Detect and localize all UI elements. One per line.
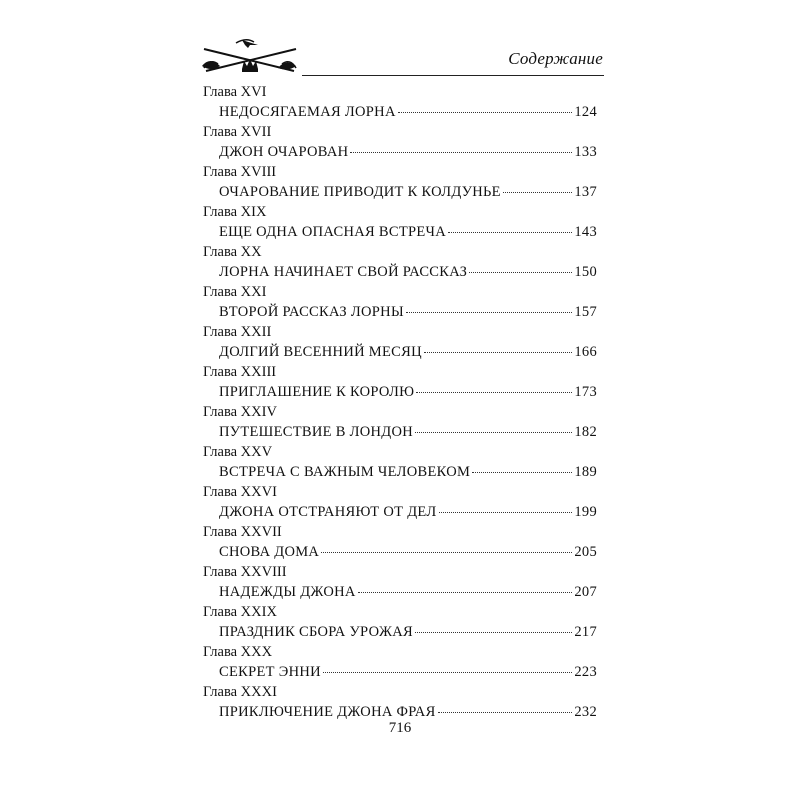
chapter-number: Глава XXVII [203, 524, 282, 540]
dot-leader [439, 512, 573, 513]
dot-leader [469, 272, 572, 273]
page-number: 232 [574, 704, 597, 720]
toc-line [219, 224, 597, 241]
toc-line [219, 184, 597, 201]
dot-leader [424, 352, 572, 353]
page-number: 137 [574, 184, 597, 200]
dot-leader [398, 112, 573, 113]
toc-line [219, 504, 597, 521]
table-of-contents [0, 84, 800, 724]
toc-entry [0, 244, 800, 284]
chapter-number: Глава XXII [203, 324, 272, 340]
toc-entry [0, 524, 800, 564]
toc-line [219, 104, 597, 121]
chapter-title: ВТОРОЙ РАССКАЗ ЛОРНЫ [219, 304, 404, 320]
toc-line [219, 464, 597, 481]
chapter-number: Глава XVIII [203, 164, 277, 180]
dot-leader [323, 672, 572, 673]
page-number: 207 [574, 584, 597, 600]
toc-line [219, 304, 597, 321]
chapter-title: ОЧАРОВАНИЕ ПРИВОДИТ К КОЛДУНЬЕ [219, 184, 501, 200]
chapter-title: СНОВА ДОМА [219, 544, 320, 560]
toc-line [219, 344, 597, 361]
toc-line [219, 624, 597, 641]
chapter-number: Глава XXI [203, 284, 267, 300]
toc-line [219, 584, 597, 601]
header-rule [302, 75, 604, 76]
chapter-number: Глава XX [203, 244, 262, 260]
toc-entry [0, 484, 800, 524]
chapter-title: ПРИГЛАШЕНИЕ К КОРОЛЮ [219, 384, 415, 400]
toc-line [219, 384, 597, 401]
chapter-number: Глава XXIV [203, 404, 277, 420]
toc-entry [0, 644, 800, 684]
chapter-title: ВСТРЕЧА С ВАЖНЫМ ЧЕЛОВЕКОМ [219, 464, 471, 480]
toc-line [219, 144, 597, 161]
page-number: 157 [574, 304, 597, 320]
chapter-number: Глава XXV [203, 444, 273, 460]
toc-line [219, 704, 597, 721]
dot-leader [472, 472, 572, 473]
chapter-number: Глава XVII [203, 124, 272, 140]
chapter-number: Глава XXVI [203, 484, 277, 500]
chapter-title: НАДЕЖДЫ ДЖОНА [219, 584, 356, 600]
dot-leader [350, 152, 572, 153]
page-number: 166 [574, 344, 597, 360]
toc-entry [0, 124, 800, 164]
chapter-number: Глава XXXI [203, 684, 277, 700]
chapter-number: Глава XVI [203, 84, 267, 100]
toc-entry [0, 564, 800, 604]
chapter-title: ДЖОНА ОТСТРАНЯЮТ ОТ ДЕЛ [219, 504, 437, 520]
toc-entry [0, 324, 800, 364]
toc-entry [0, 164, 800, 204]
page-folio: 716 [388, 720, 412, 736]
page-number: 133 [574, 144, 597, 160]
toc-line [219, 544, 597, 561]
dot-leader [415, 432, 572, 433]
page-number: 124 [574, 104, 597, 120]
chapter-title: НЕДОСЯГАЕМАЯ ЛОРНА [219, 104, 396, 120]
toc-entry [0, 684, 800, 724]
chapter-number: Глава XXVIII [203, 564, 287, 580]
dot-leader [438, 712, 573, 713]
chapter-title: ДОЛГИЙ ВЕСЕННИЙ МЕСЯЦ [219, 344, 422, 360]
page-number: 182 [574, 424, 597, 440]
chapter-number: Глава XXIII [203, 364, 277, 380]
page-number: 199 [574, 504, 597, 520]
page-number: 189 [574, 464, 597, 480]
chapter-number: Глава XXIX [203, 604, 277, 620]
toc-entry [0, 604, 800, 644]
page-number: 173 [574, 384, 597, 400]
chapter-title: ЛОРНА НАЧИНАЕТ СВОЙ РАССКАЗ [219, 264, 468, 280]
toc-entry [0, 84, 800, 124]
toc-entry [0, 444, 800, 484]
chapter-number: Глава XXX [203, 644, 273, 660]
chapter-title: СЕКРЕТ ЭННИ [219, 664, 321, 680]
dot-leader [358, 592, 573, 593]
page-number: 223 [574, 664, 597, 680]
toc-line [219, 424, 597, 441]
chapter-title: ПРАЗДНИК СБОРА УРОЖАЯ [219, 624, 414, 640]
chapter-title: ДЖОН ОЧАРОВАН [219, 144, 349, 160]
chapter-title: ПРИКЛЮЧЕНИЕ ДЖОНА ФРАЯ [219, 704, 436, 720]
chapter-title: ПУТЕШЕСТВИЕ В ЛОНДОН [219, 424, 413, 440]
dot-leader [415, 632, 572, 633]
toc-entry [0, 284, 800, 324]
dot-leader [448, 232, 572, 233]
page-number: 150 [574, 264, 597, 280]
toc-line [219, 664, 597, 681]
chapter-title: ЕЩЕ ОДНА ОПАСНАЯ ВСТРЕЧА [219, 224, 446, 240]
toc-line [219, 264, 597, 281]
dot-leader [406, 312, 572, 313]
toc-entry [0, 364, 800, 404]
dot-leader [416, 392, 572, 393]
toc-entry [0, 204, 800, 244]
page-number: 205 [574, 544, 597, 560]
chapter-number: Глава XIX [203, 204, 267, 220]
crossed-swords-crown-eagle-icon [198, 36, 302, 80]
dot-leader [321, 552, 572, 553]
dot-leader [503, 192, 573, 193]
page-number: 143 [574, 224, 597, 240]
page-number: 217 [574, 624, 597, 640]
running-title: Содержание [508, 49, 603, 68]
toc-entry [0, 404, 800, 444]
